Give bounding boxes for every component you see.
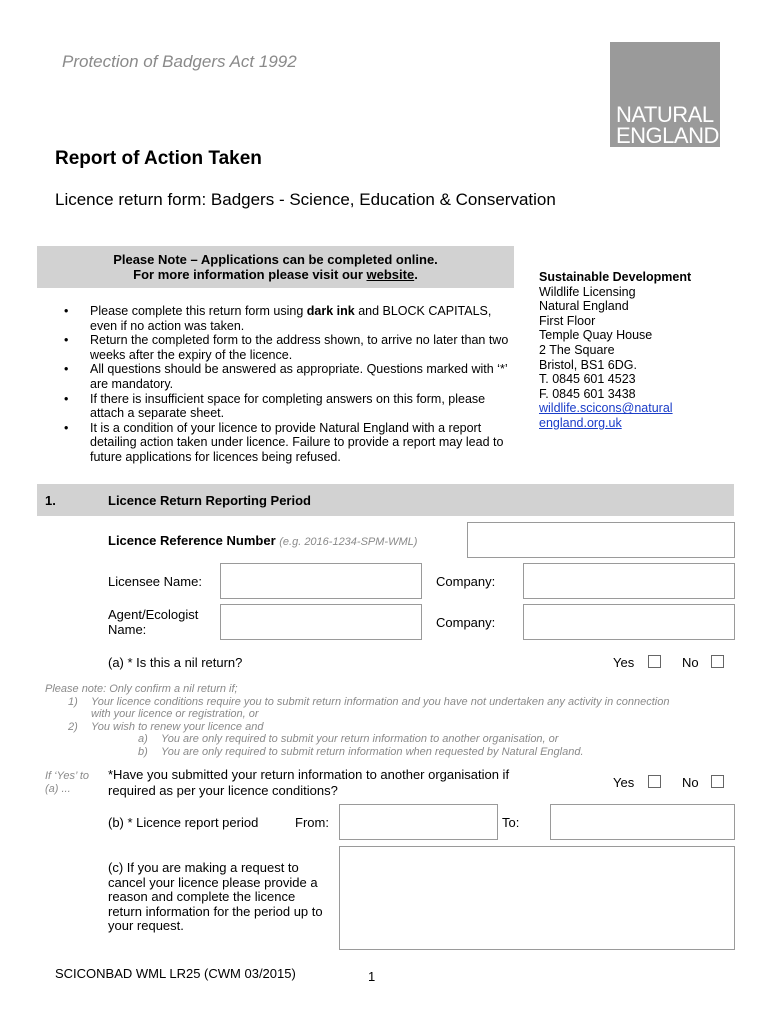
note-line-2-end: . [414, 267, 418, 282]
licence-ref-input[interactable] [467, 522, 735, 558]
address-line: Natural England [539, 299, 629, 314]
submitted-no-label: No [682, 775, 699, 790]
phone: T. 0845 601 4523 [539, 372, 636, 387]
licensee-name-input[interactable] [220, 563, 422, 599]
cancel-request-label: (c) If you are making a request to cancel your licence please provide a reason and complete the licence return information for the period up to your request. [108, 860, 323, 934]
agent-name-input[interactable] [220, 604, 422, 640]
address-line: 2 The Square [539, 342, 615, 357]
period-to-input[interactable] [550, 804, 735, 840]
form-code: SCICONBAD WML LR25 (CWM 03/2015) [55, 966, 296, 981]
cancel-reason-textarea[interactable] [339, 846, 735, 950]
email-link[interactable]: wildlife.scicons@natural [539, 401, 673, 416]
address-line: Wildlife Licensing [539, 284, 636, 299]
submitted-yes-label: Yes [613, 775, 635, 790]
licence-ref-label: Licence Reference Number (e.g. 2016-1234-SPM-WML) [108, 533, 418, 548]
nil-yes-checkbox[interactable] [648, 655, 661, 668]
nil-no-label: No [682, 655, 699, 670]
report-period-label: (b) * Licence report period [108, 815, 259, 830]
list-item: • Please complete this return form using dark ink and BLOCK CAPITALS, even if no action was taken. [64, 304, 492, 333]
section-title: Licence Return Reporting Period [108, 493, 311, 508]
licensee-company-input[interactable] [523, 563, 735, 599]
address-line: First Floor [539, 313, 596, 328]
to-label: To: [502, 815, 520, 830]
address-line: Temple Quay House [539, 328, 653, 343]
if-yes-note: If ‘Yes’ to (a) ... [45, 770, 90, 795]
agent-label: Agent/Ecologist Name: [108, 607, 199, 637]
logo-line-2: ENGLAND [616, 123, 719, 148]
logo-line-1: NATURAL [616, 102, 714, 127]
list-item: • Return the completed form to the address shown, to arrive no later than two weeks after the expiry of the licence. [64, 333, 509, 362]
list-item: • It is a condition of your licence to provide Natural England with a report detailing action taken under licence. Failure to provide a report may lead to future applications for licences being refused. [64, 420, 504, 464]
from-label: From: [295, 815, 329, 830]
submitted-question: *Have you submitted your return information to another organisation if required as per your licence conditions? [108, 767, 510, 798]
nil-yes-label: Yes [613, 655, 635, 670]
company-label: Company: [436, 574, 496, 589]
period-from-input[interactable] [339, 804, 498, 840]
agent-company-input[interactable] [523, 604, 735, 640]
act-title: Protection of Badgers Act 1992 [62, 52, 297, 71]
submitted-no-checkbox[interactable] [711, 775, 724, 788]
instructions-list [58, 304, 513, 465]
address-heading: Sustainable Development [539, 270, 692, 284]
submitted-yes-checkbox[interactable] [648, 775, 661, 788]
fax: F. 0845 601 3438 [539, 386, 636, 401]
nil-return-note: Please note: Only confirm a nil return if; 1) Your licence conditions require you to submit return information and you have not undertaken any activity in connection with your licence or registration, or 2) You wish to renew your licence and a) You are only required to submit your return information to another organisation, or b) You are only required to submit return information when requested by Natural England. [45, 683, 670, 758]
page-number: 1 [368, 969, 376, 984]
note-line-2 [37, 267, 514, 282]
section-number: 1. [45, 493, 56, 508]
nil-no-checkbox[interactable] [711, 655, 724, 668]
online-note-banner [37, 246, 514, 288]
return-address [539, 270, 691, 431]
page-title: Report of Action Taken [55, 148, 262, 169]
note-line-2-text: For more information please visit our [133, 267, 367, 282]
nil-return-question: (a) * Is this a nil return? [108, 655, 243, 670]
agent-company-label: Company: [436, 615, 496, 630]
address-line: Bristol, BS1 6DG. [539, 357, 637, 372]
note-line-1: Please Note – Applications can be completed online. [113, 252, 438, 267]
website-link[interactable]: website [366, 267, 415, 282]
list-item: • If there is insufficient space for completing answers on this form, please attach a separate sheet. [64, 391, 486, 421]
email-link-cont[interactable]: england.org.uk [539, 415, 622, 430]
licensee-label: Licensee Name: [108, 574, 202, 589]
section-header [37, 484, 734, 516]
page-subtitle: Licence return form: Badgers - Science, Education & Conservation [55, 190, 556, 209]
list-item: • All questions should be answered as appropriate. Questions marked with ‘*’ are mandatory. [64, 362, 508, 391]
natural-england-logo [610, 42, 720, 147]
